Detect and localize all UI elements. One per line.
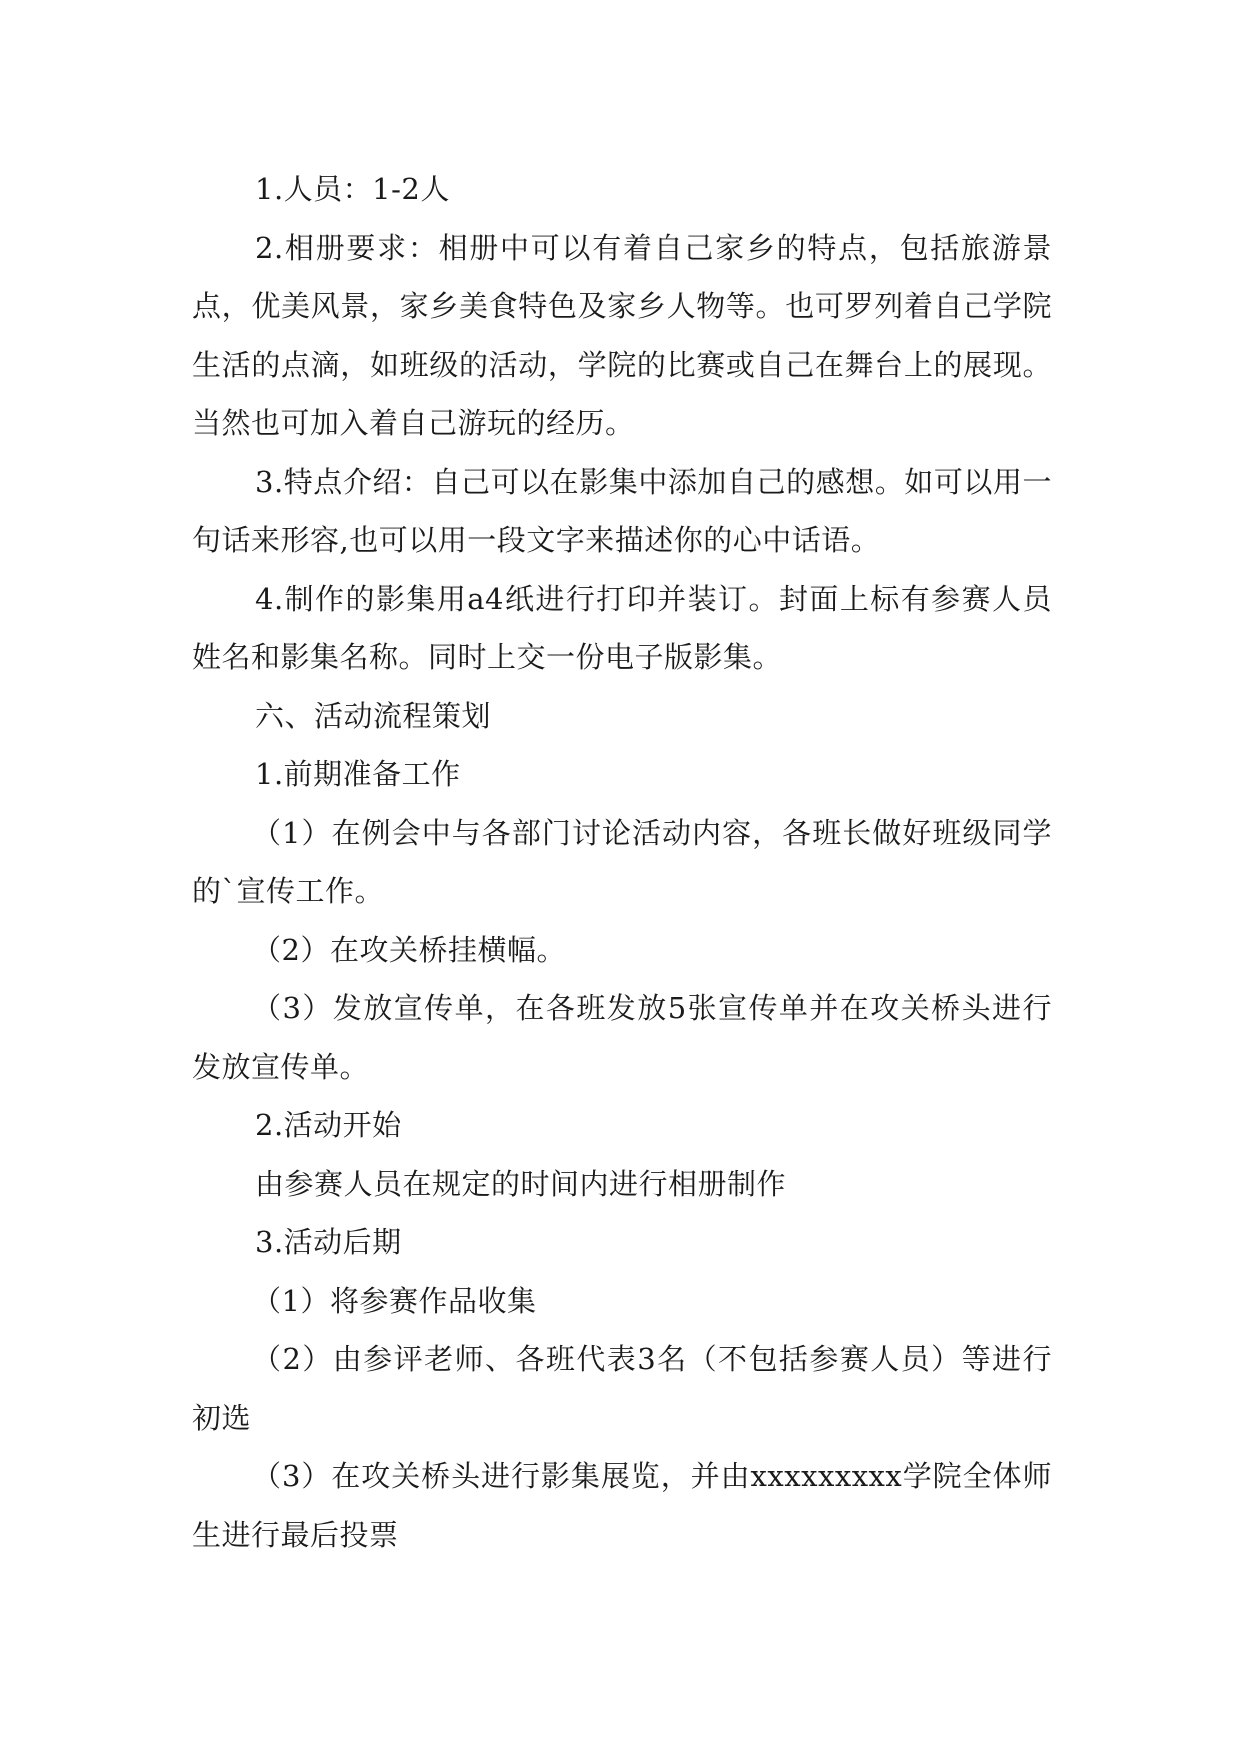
document-body	[192, 160, 1052, 1564]
subheading-activity-later: 3.活动后期	[255, 1225, 402, 1259]
list-item-prep-1: （1）在例会中与各部门讨论活动内容，各班长做好班级同学的`宣传工作。	[192, 815, 1052, 908]
paragraph-printing: 4.制作的影集用a4纸进行打印并装订。封面上标有参赛人员姓名和影集名称。同时上交一份电子版影集。	[192, 581, 1052, 674]
paragraph-album-requirements: 2.相册要求：相册中可以有着自己家乡的特点，包括旅游景点，优美风景，家乡美食特色及家乡人物等。也可罗列着自己学院生活的点滴，如班级的活动，学院的比赛或自己在舞台上的展现。当然也可加入着自己游玩的经历。	[192, 230, 1052, 440]
list-item-later-2: （2）由参评老师、各班代表3名（不包括参赛人员）等进行初选	[192, 1342, 1052, 1435]
list-item-later-3: （3）在攻关桥头进行影集展览，并由xxxxxxxxx学院全体师生进行最后投票	[192, 1459, 1052, 1552]
subheading-preparation: 1.前期准备工作	[255, 757, 461, 791]
paragraph-feature-intro: 3.特点介绍：自己可以在影集中添加自己的感想。如可以用一句话来形容,也可以用一段文字来描述你的心中话语。	[192, 464, 1052, 557]
list-item-prep-3: （3）发放宣传单，在各班发放5张宣传单并在攻关桥头进行发放宣传单。	[192, 991, 1052, 1084]
list-item-later-1: （1）将参赛作品收集	[252, 1283, 537, 1318]
section-heading-activity-flow: 六、活动流程策划	[255, 698, 492, 733]
subheading-activity-start: 2.活动开始	[255, 1108, 402, 1142]
paragraph-activity-start: 由参赛人员在规定的时间内进行相册制作	[255, 1166, 787, 1201]
list-item-prep-2: （2）在攻关桥挂横幅。	[252, 932, 566, 967]
paragraph-personnel: 1.人员：1-2人	[255, 172, 450, 206]
